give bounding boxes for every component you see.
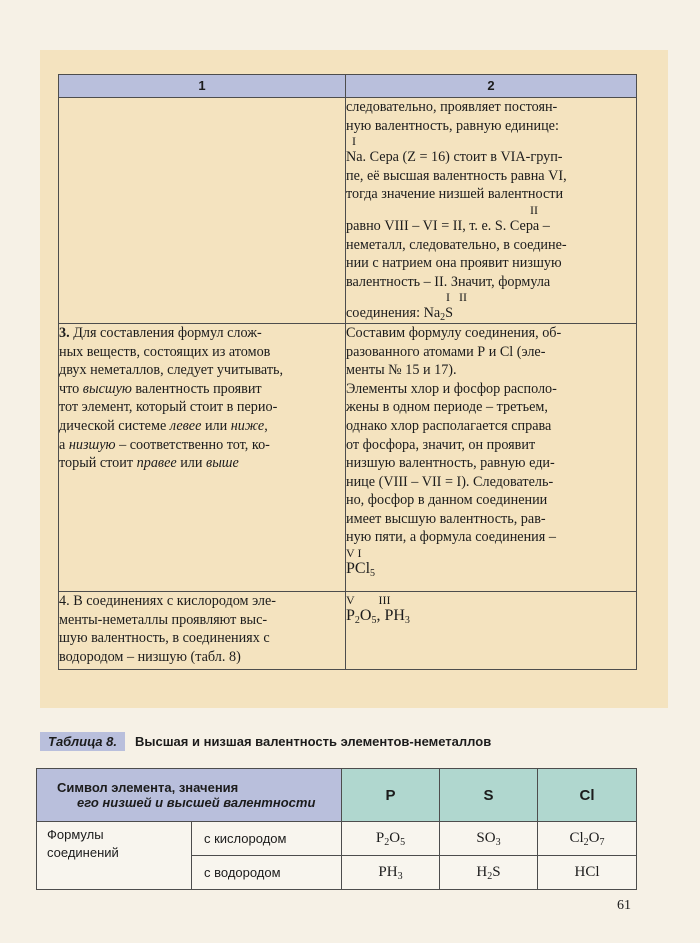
separator: ,	[376, 606, 385, 624]
caption-title: Высшая и низшая валентность элементов-неметаллов	[135, 733, 492, 749]
formula-part: HCl	[574, 864, 600, 880]
text-line: Составим формулу соединения, об-	[346, 324, 562, 341]
oxide-p	[342, 822, 440, 856]
text-line: но, фосфор в данном соединении	[346, 492, 548, 509]
italic-term: ниже	[230, 417, 265, 434]
text-line: следовательно, проявляет постоян-	[346, 99, 558, 115]
valence-table	[36, 768, 637, 890]
hydride-p	[342, 856, 440, 890]
italic-term: выше	[206, 455, 239, 472]
formula-part: O	[389, 830, 401, 846]
row2-right-cell	[346, 323, 637, 591]
formula-line	[346, 607, 636, 626]
row2-left-cell	[59, 323, 346, 591]
text-line: валентность – II. Значит, формула	[346, 273, 551, 290]
item-number: 3.	[59, 324, 70, 341]
italic-term: правее	[136, 455, 177, 472]
formula-part: SO	[476, 830, 496, 846]
subscript: 2	[384, 837, 390, 848]
formula-part: P	[346, 606, 355, 624]
text-line	[59, 380, 345, 399]
text-fragment: – соответственно тот, ко-	[115, 436, 270, 453]
valence-header-row	[37, 769, 637, 822]
text-line: двух неметаллов, следует учитывать,	[59, 362, 284, 379]
table-row	[37, 822, 637, 856]
row1-right-cell	[346, 98, 637, 324]
text-line: жены в одном периоде – третьем,	[346, 399, 548, 416]
formula-part: P	[375, 830, 385, 846]
rules-table-header-row	[59, 75, 637, 98]
text-line	[59, 436, 345, 455]
row3-right-cell	[346, 591, 637, 669]
formula-part: H	[476, 864, 488, 880]
element-header-p: P	[342, 769, 440, 822]
valence-mark: V III	[346, 592, 391, 607]
formula-part: O	[588, 830, 600, 846]
italic-term: низшую	[68, 436, 116, 453]
label-line: Формулы	[47, 827, 104, 842]
text-fragment: а	[59, 436, 69, 453]
text-fragment: Для составления формул слож-	[69, 324, 262, 341]
column-header-1: 1	[59, 75, 346, 98]
rules-table	[58, 74, 637, 670]
text-line	[59, 417, 345, 436]
formulas-label	[37, 822, 192, 890]
text-line: шую валентность, в соединениях с	[59, 630, 270, 647]
text-line: Элементы хлор и фосфор располо-	[346, 380, 557, 397]
subscript: 7	[599, 837, 605, 848]
text-fragment: или	[201, 417, 231, 434]
text-line: от фосфора, значит, он проявит	[346, 436, 536, 453]
text-line: Na. Сера (Z = 16) стоит в VIA-груп-	[346, 149, 563, 166]
formula-part: Cl	[569, 830, 584, 846]
header-line: Символ элемента, значения	[57, 780, 239, 795]
hydride-cl	[538, 856, 637, 890]
text-line: нии с натрием она проявит низшую	[346, 255, 562, 272]
text-line: тот элемент, который стоит в перио-	[59, 399, 278, 416]
hydrogen-label: с водородом	[192, 856, 342, 890]
text-line: однако хлор располагается справа	[346, 417, 552, 434]
hydride-s	[440, 856, 538, 890]
subscript: 5	[371, 614, 377, 626]
element-header-s: S	[440, 769, 538, 822]
formula-part: PCl	[346, 560, 371, 578]
formula-part: PH	[384, 606, 405, 624]
formula-line	[346, 304, 636, 323]
text-line: пе, её высшая валентность равна VI,	[346, 167, 567, 184]
label-line: соединений	[47, 845, 119, 860]
text-fragment: S	[445, 305, 454, 322]
formula-part: PH	[378, 864, 398, 880]
column-header-2: 2	[346, 75, 637, 98]
text-line	[59, 454, 345, 473]
formula-line	[346, 560, 636, 579]
oxygen-label: с кислородом	[192, 822, 342, 856]
subscript: 3	[495, 837, 501, 848]
formula-part: S	[492, 864, 501, 880]
subscript: 5	[400, 837, 406, 848]
formula-part: O	[359, 606, 372, 624]
italic-term: левее	[169, 417, 202, 434]
table-caption	[40, 730, 491, 752]
subscript: 5	[370, 568, 376, 579]
valence-mark: II	[530, 202, 538, 217]
valence-mark: I II	[446, 290, 467, 305]
header-line: его низшей и высшей валентности	[77, 795, 316, 810]
element-header-cl: Cl	[538, 769, 637, 822]
text-line: нице (VIII – VII = I). Следователь-	[346, 473, 554, 490]
text-line: разованного атомами Р и Cl (эле-	[346, 343, 546, 360]
text-fragment: торый стоит	[59, 455, 137, 472]
subscript: 3	[404, 614, 410, 626]
oxide-cl	[538, 822, 637, 856]
text-fragment: соединения: Na	[346, 305, 441, 322]
subscript: 3	[397, 871, 403, 882]
text-fragment: дической системе	[59, 417, 170, 434]
text-line: имеет высшую валентность, рав-	[346, 510, 546, 527]
page-number: 61	[617, 898, 631, 913]
table-row	[59, 323, 637, 591]
text-line: тогда значение низшей валентности	[346, 186, 564, 203]
valence-mark: I	[352, 134, 356, 149]
text-line: 4. В соединениях с кислородом эле-	[59, 592, 277, 609]
italic-term: высшую	[82, 380, 132, 397]
text-line: низшую валентность, равную еди-	[346, 455, 555, 472]
text-fragment: валентность проявит	[131, 380, 262, 397]
row3-left-cell	[59, 591, 346, 669]
text-fragment: ,	[264, 417, 268, 434]
subscript: 2	[583, 837, 589, 848]
text-line: менты № 15 и 17).	[346, 362, 457, 379]
text-line	[59, 324, 345, 343]
text-line: равно VIII – VI = II, т. е. S. Сера –	[346, 217, 550, 234]
text-line: ных веществ, состоящих из атомов	[59, 343, 271, 360]
table-row	[59, 98, 637, 324]
table-row	[59, 591, 637, 669]
text-line: ную пяти, а формула соединения –	[346, 529, 556, 546]
caption-label: Таблица 8.	[40, 732, 125, 751]
text-line: ную валентность, равную единице:	[346, 117, 559, 134]
subscript: 2	[354, 614, 360, 626]
valence-mark: V I	[346, 546, 362, 561]
text-fragment: или	[176, 455, 207, 472]
text-line: неметалл, следовательно, в соедине-	[346, 236, 567, 253]
valence-header	[37, 769, 342, 822]
oxide-s	[440, 822, 538, 856]
row1-left-cell	[59, 98, 346, 324]
subscript: 2	[440, 312, 446, 323]
subscript: 2	[487, 871, 493, 882]
text-fragment: что	[59, 380, 83, 397]
text-line: менты-неметаллы проявляют выс-	[59, 611, 268, 628]
text-line: водородом – низшую (табл. 8)	[59, 648, 241, 665]
